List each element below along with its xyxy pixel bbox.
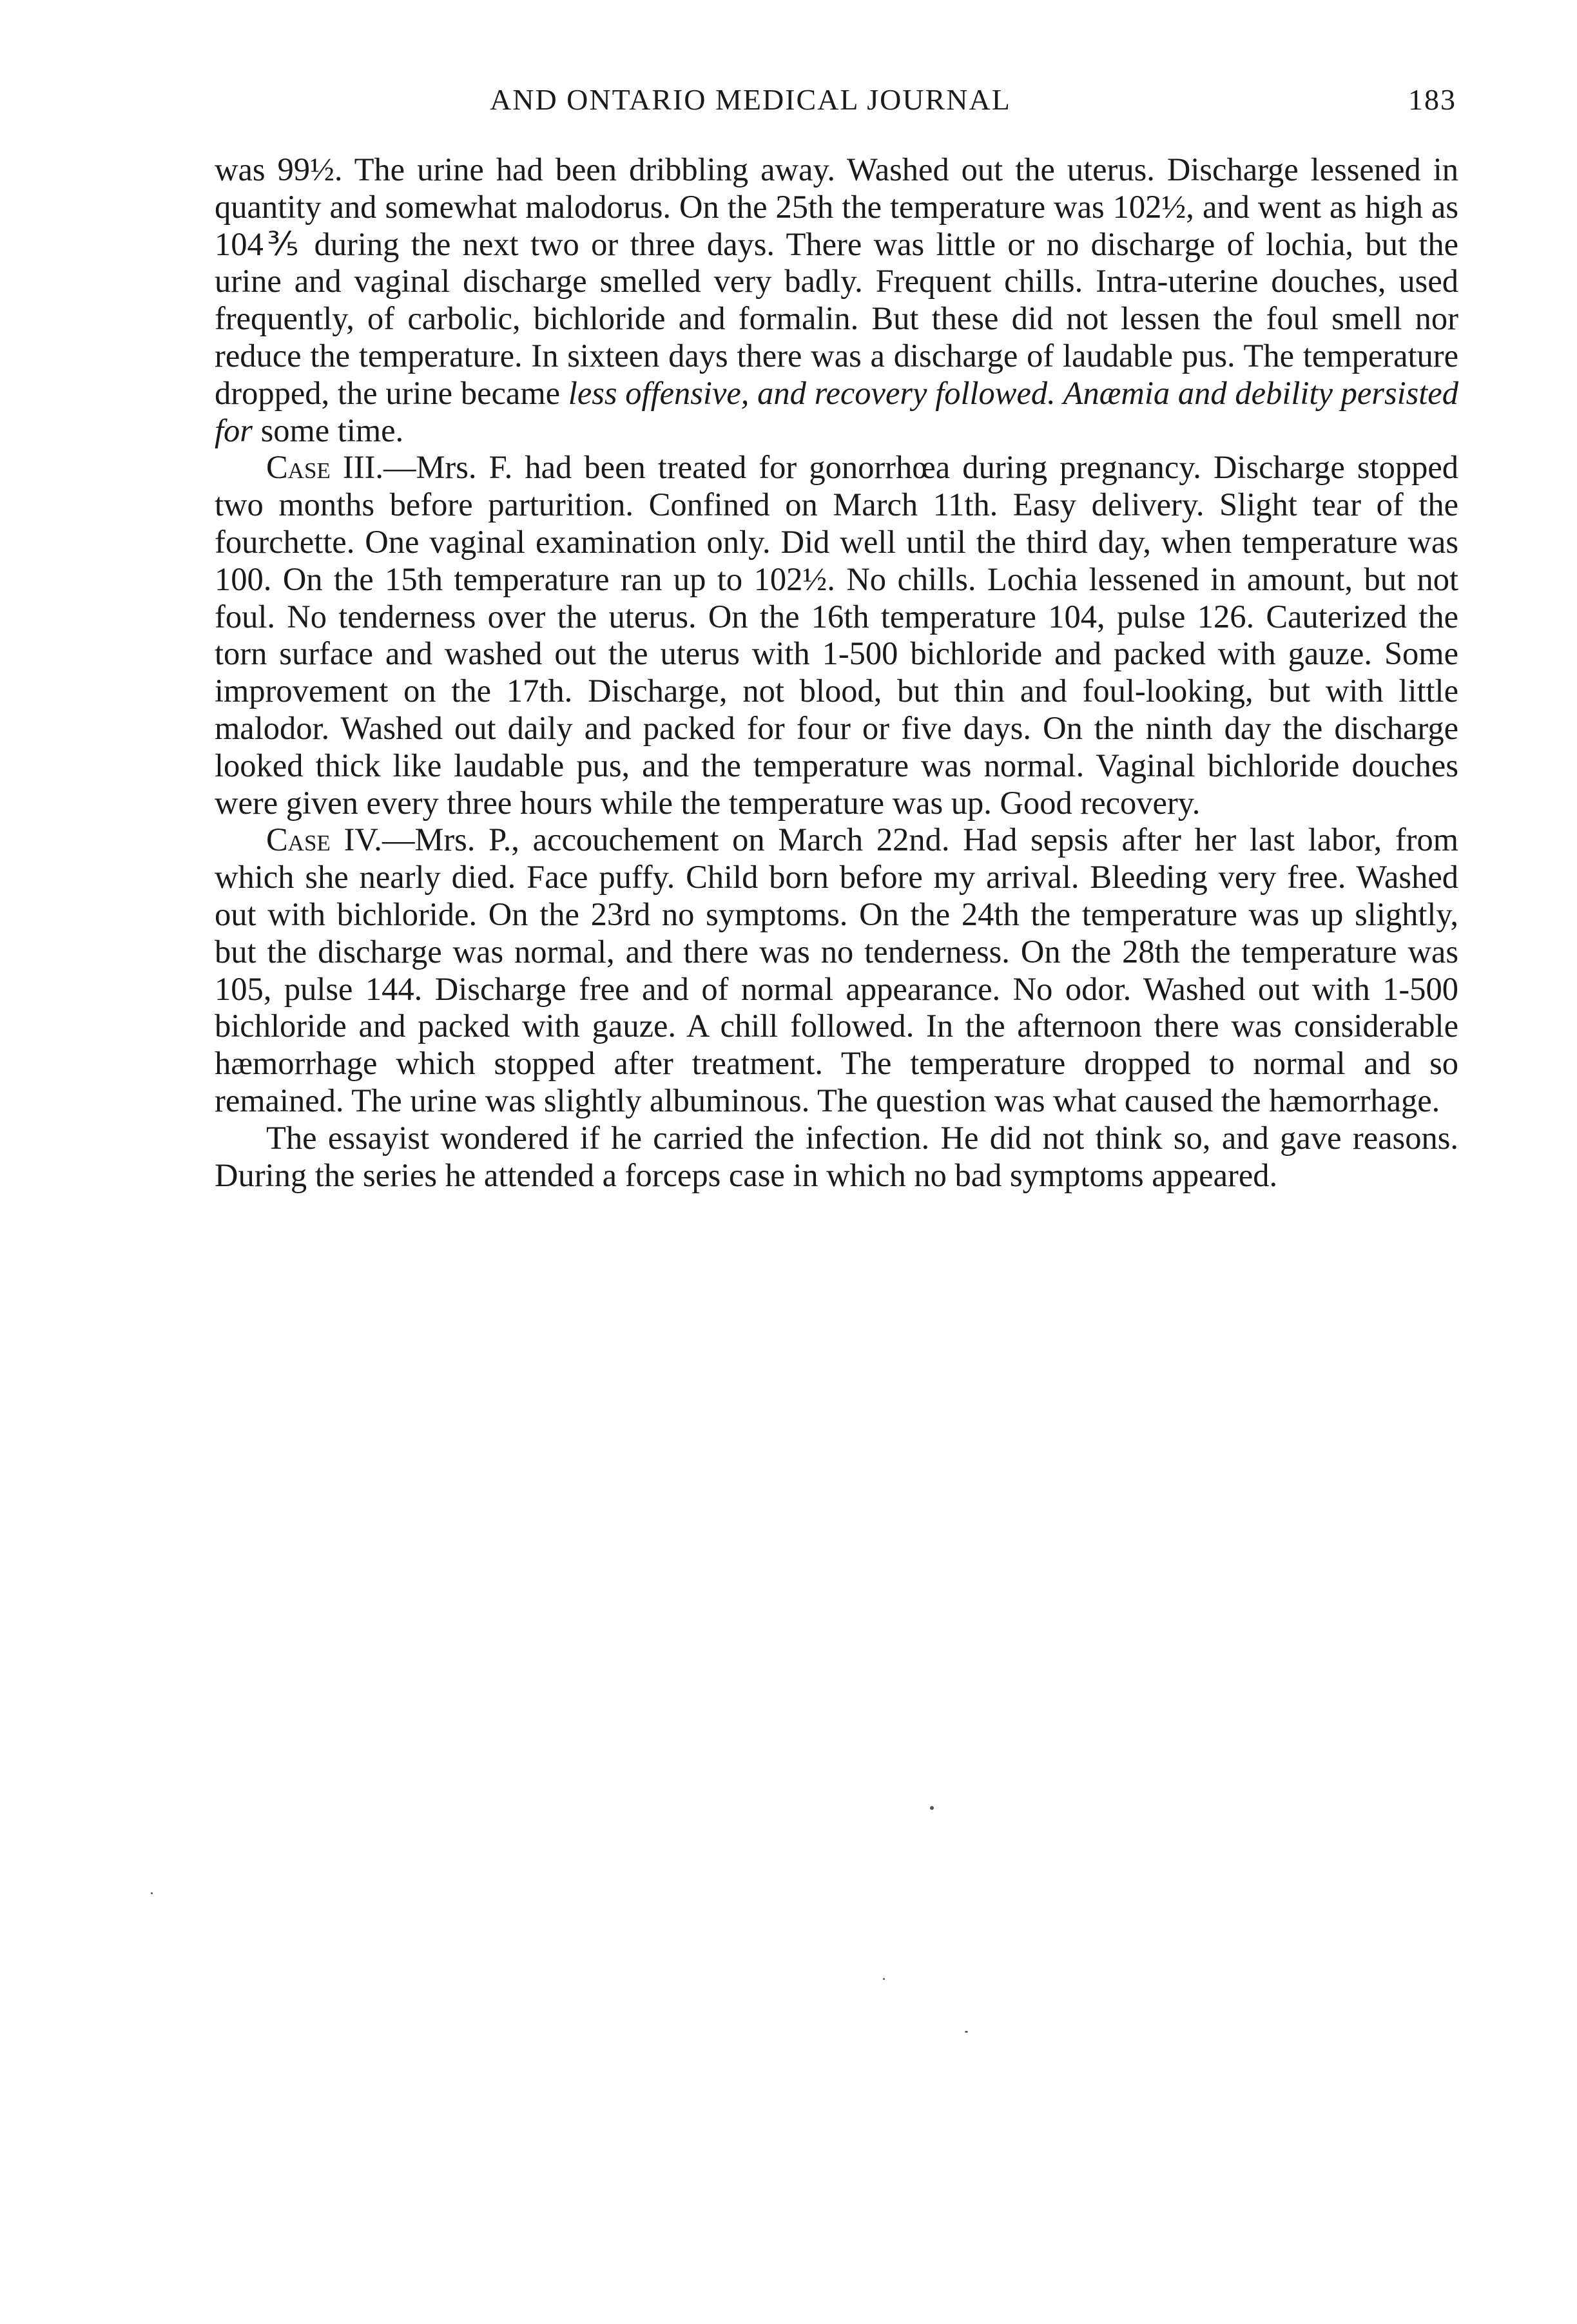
scan-speck bbox=[151, 1892, 153, 1894]
paragraph-conclusion bbox=[215, 1120, 1458, 1195]
paragraph-case-ii-continued bbox=[215, 151, 1458, 449]
article-body bbox=[215, 151, 1458, 1194]
paragraph-text: The essayist wondered if he carried the infection. He did not think so, and gave reasons. During the series he attended a forceps case in which no bad symptoms appeared. bbox=[215, 1119, 1458, 1193]
running-head bbox=[213, 82, 1469, 128]
paragraph-text-end: some time. bbox=[252, 412, 404, 448]
paragraph-italic-text: less offensive, and recovery followed. Anæmia and debility persisted for bbox=[215, 374, 1458, 448]
case-label: Case III. bbox=[266, 449, 383, 486]
journal-title: AND ONTARIO MEDICAL JOURNAL bbox=[490, 83, 1011, 116]
paragraph-case-iii bbox=[215, 449, 1458, 821]
paragraph-text: was 99½. The urine had been dribbling away. Washed out the uterus. Discharge lessened in quantity and somewhat malodorus. On the 25th the temperature was 102½, and went as high as 104⅗ during the next two or three days. There was little or no discharge of lochia, but the urine and vaginal discharge smelled very badly. Frequent chills. Intra-uterine douches, used frequently, of carbolic, bichloride and formalin. But these did not lessen the foul smell nor reduce the temperature. In sixteen days there was a discharge of laudable pus. The temperature dropped, the urine became bbox=[215, 151, 1458, 411]
paragraph-text: —Mrs. P., accouchement on March 22nd. Had sepsis after her last labor, from which she nearly died. Face puffy. Child born before my arrival. Bleeding very free. Washed out with bichloride. On the 23rd no symptoms. On the 24th the temperature was up slightly, but the discharge was normal, and there was no tenderness. On the 28th the temperature was 105, pulse 144. Discharge free and of normal appearance. No odor. Washed out with 1-500 bichloride and packed with gauze. A chill followed. In the afternoon there was considerable hæmorrhage which stopped after treatment. The temperature dropped to normal and so remained. The urine was slightly albuminous. The question was what caused the hæmorrhage. bbox=[215, 821, 1458, 1119]
paragraph-case-iv bbox=[215, 821, 1458, 1119]
paragraph-text: —Mrs. F. had been treated for gonorrhœa during pregnancy. Discharge stopped two months before parturition. Confined on March 11th. Easy delivery. Slight tear of the fourchette. One vaginal examination only. Did well until the third day, when temperature was 100. On the 15th temperature ran up to 102½. No chills. Lochia lessened in amount, but not foul. No tenderness over the uterus. On the 16th temperature 104, pulse 126. Cauterized the torn surface and washed out the uterus with 1-500 bichloride and packed with gauze. Some improvement on the 17th. Discharge, not blood, but thin and foul-looking, but with little malodor. Washed out daily and packed for four or five days. On the ninth day the discharge looked thick like laudable pus, and the temperature was normal. Vaginal bichloride douches were given every three hours while the temperature was up. Good recovery. bbox=[215, 449, 1458, 821]
case-label: Case IV. bbox=[266, 821, 382, 858]
scan-speck bbox=[930, 1806, 934, 1810]
scan-speck bbox=[883, 1978, 885, 1980]
scan-speck bbox=[965, 2031, 968, 2033]
page-number: 183 bbox=[1408, 83, 1456, 116]
